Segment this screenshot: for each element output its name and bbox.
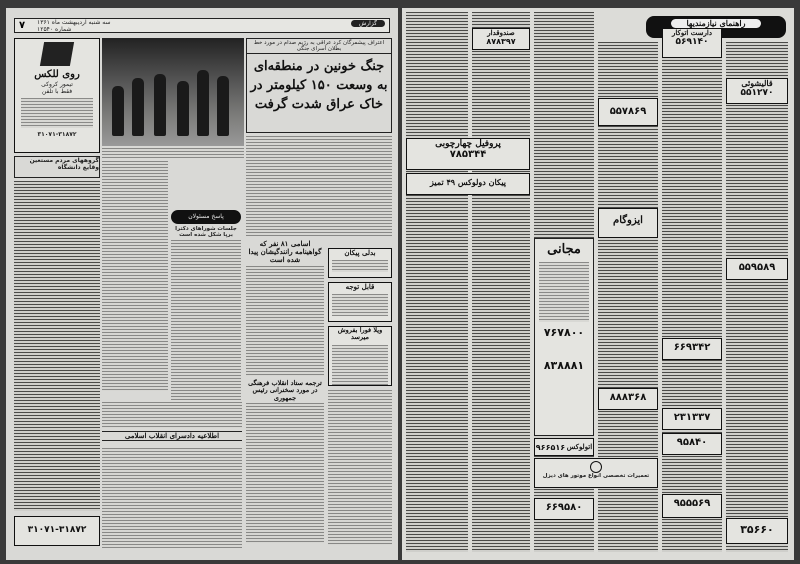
ad-phone-block: ۵۵۹۵۸۹: [726, 258, 788, 280]
directory-title: راهنمای نیازمندیها: [671, 19, 761, 28]
left-column-head: گروههای مردم مستعین وقایع دانشگاه: [14, 156, 100, 178]
page-number: ۷: [19, 20, 26, 31]
ad-cashier: صندوقدار ۸۷۸۳۹۷: [472, 28, 530, 50]
page-header-band: [14, 18, 390, 33]
ad-free: مجانی ۷۶۷۸۰۰ ۸۳۸۸۸۱: [534, 238, 594, 436]
headline-line: به وسعت ۱۵۰ کیلومتر در: [250, 77, 388, 93]
ad-phone-block: ۶۶۹۳۴۲: [662, 338, 722, 360]
kicker: اعتراف پیشمرگان کرد عراقی به رژیم صدام در مورد خط بطلان اسرای جنگی: [247, 39, 391, 54]
ad-phone-block: ۸۸۸۳۶۸: [598, 388, 658, 410]
ad-title: روی للکس: [34, 69, 80, 80]
ad-paykan-deluxe: پیکان دولوکس ۴۹ تمیز: [406, 173, 530, 195]
ad-wood: دارست اتوکار ۵۶۹۱۴۰: [662, 28, 722, 58]
article-headline: ترجمه ستاد انقلاب فرهنگی در مورد سخنرانی رئیس جمهوری: [248, 379, 322, 402]
notice-box: قابل توجه: [328, 282, 392, 322]
ad-atolux: [534, 438, 594, 456]
ad-item: فقط با تلفن: [41, 87, 73, 95]
ad-phone-block: ۵۵۷۸۶۹: [598, 98, 658, 126]
ad-paykan: بدلی پیکان: [328, 248, 392, 278]
ad-item: تیمور کروکی: [41, 80, 73, 88]
footer-ad: ۳۱۰۷۱-۳۱۸۷۲: [14, 516, 100, 546]
main-headline-block: [246, 38, 392, 133]
ad-phone-block: ۹۵۸۴۰: [662, 433, 722, 455]
left-newspaper-page: [6, 8, 398, 560]
ad-atolux-title: اتولوکس: [566, 441, 593, 451]
war-photo: [102, 38, 244, 146]
ad-carpet-wash: قالیشوئی ۵۵۱۲۷۰: [726, 78, 788, 104]
villa-ad: ویلا فورا بفروش میرسد: [328, 326, 392, 386]
product-icon: [40, 42, 74, 66]
mercedes-logo-icon: [590, 461, 602, 473]
ad-phone-block: ۳۵۶۶۰: [726, 518, 788, 544]
announcement-headline: اطلاعیه دادسرای انقلاب اسلامی: [102, 431, 242, 441]
ad-mercedes: تعمیرات تخصصی انواع موتور های دیزل: [534, 458, 658, 488]
headline-line: خاک عراق شدت گرفت: [254, 96, 384, 112]
headline-line: جنگ خونین در منطقه‌ای: [253, 59, 385, 74]
right-newspaper-page: [402, 8, 794, 560]
ad-box-rolex: [14, 38, 100, 153]
date-line: سه شنبه اردیبهشت ماه ۱۳۶۱: [37, 19, 111, 26]
section-label: گزارش: [351, 20, 385, 27]
ad-atolux-phone: ۹۶۶۵۱۶: [535, 442, 566, 452]
ad-profile: پروفیل چهارچوبی ۷۸۵۳۴۴: [406, 138, 530, 170]
ad-phone-block: ۹۵۵۵۶۹: [662, 494, 722, 518]
responses-box: پاسخ مسئولان: [171, 210, 241, 224]
responses-subtitle: جلسات شوراهای دکترا برپا شکل شده است: [175, 226, 237, 238]
ad-phone-block: ۲۳۱۳۳۷: [662, 408, 722, 430]
issue-line: شماره ۱۲۵۴۰: [37, 26, 72, 33]
ad-phone-block: ۶۶۹۵۸۰: [534, 498, 594, 520]
ad-isogam: ایزوگام: [598, 208, 658, 238]
ad-phone: ۳۱۰۷۱-۳۱۸۷۲: [37, 130, 77, 138]
names-headline: اسامی ۸۱ نفر که گواهینامه رانندگیشان پیدا شده است: [248, 239, 322, 265]
